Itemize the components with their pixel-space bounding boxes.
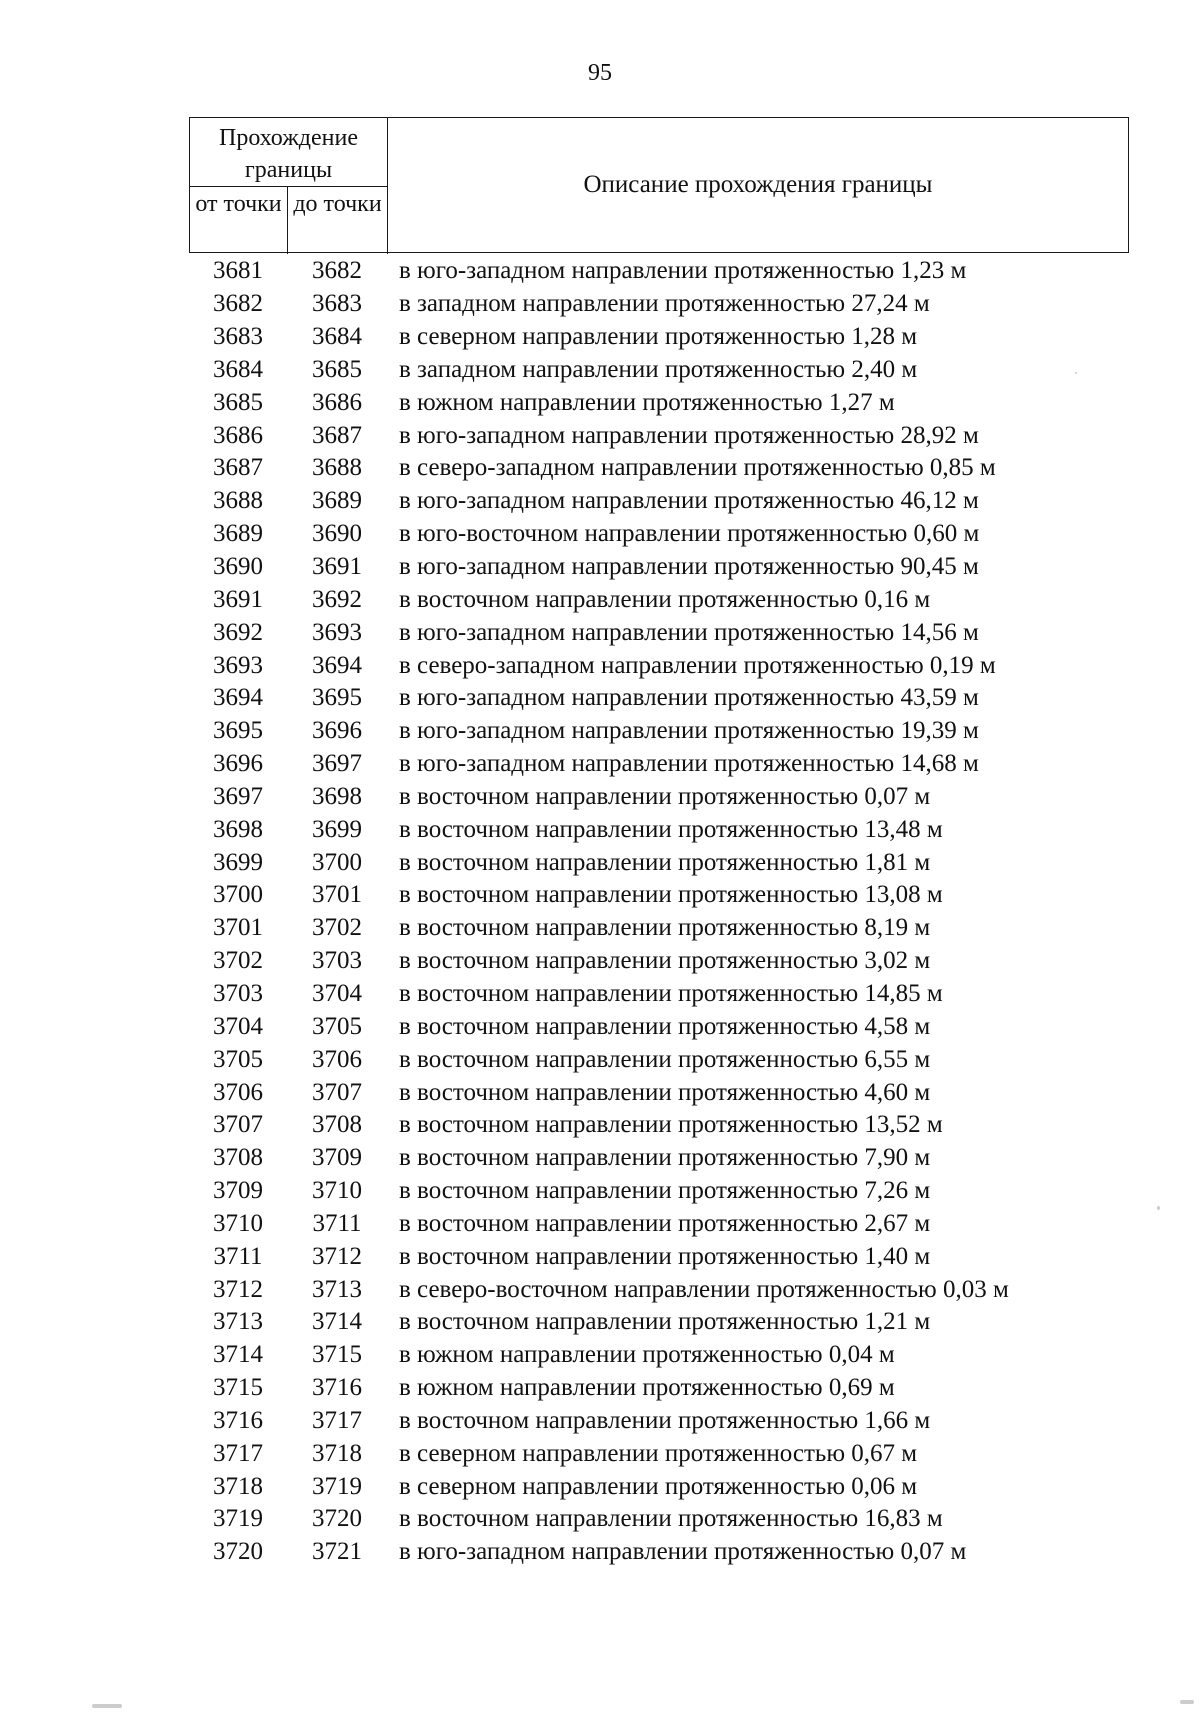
cell-description: в юго-восточном направлении протяженностью 0,60 м <box>399 520 980 548</box>
cell-description: в восточном направлении протяженностью 4,58 м <box>399 1012 931 1040</box>
cell-to-point: 3686 <box>312 388 362 416</box>
cell-description: в юго-западном направлении протяженностью 46,12 м <box>399 487 979 515</box>
table-row <box>189 748 1129 781</box>
table-row <box>189 1043 1129 1076</box>
cell-from-point: 3694 <box>213 684 263 712</box>
table-row <box>189 1306 1129 1339</box>
cell-to-point: 3719 <box>312 1472 362 1500</box>
scan-speck <box>1075 372 1077 374</box>
cell-from-point: 3687 <box>213 454 263 482</box>
cell-from-point: 3693 <box>213 651 263 679</box>
table-row <box>189 616 1129 649</box>
cell-from-point: 3695 <box>213 717 263 745</box>
table-row <box>189 1503 1129 1536</box>
table-row <box>189 813 1129 846</box>
cell-from-point: 3710 <box>213 1209 263 1237</box>
cell-from-point: 3682 <box>213 290 263 318</box>
table-row <box>189 715 1129 748</box>
cell-to-point: 3698 <box>312 782 362 810</box>
cell-to-point: 3720 <box>312 1505 362 1533</box>
cell-from-point: 3713 <box>213 1308 263 1336</box>
table-row <box>189 1470 1129 1503</box>
table-header <box>189 117 1129 253</box>
cell-description: в юго-западном направлении протяженностью 43,59 м <box>399 684 979 712</box>
cell-to-point: 3707 <box>312 1078 362 1106</box>
cell-from-point: 3691 <box>213 585 263 613</box>
cell-description: в восточном направлении протяженностью 7,90 м <box>399 1144 931 1172</box>
cell-to-point: 3695 <box>312 684 362 712</box>
cell-description: в восточном направлении протяженностью 0,16 м <box>399 585 931 613</box>
cell-to-point: 3683 <box>312 290 362 318</box>
cell-description: в восточном направлении протяженностью 2,67 м <box>399 1209 931 1237</box>
cell-to-point: 3706 <box>312 1045 362 1073</box>
cell-from-point: 3720 <box>213 1538 263 1566</box>
cell-to-point: 3684 <box>312 323 362 351</box>
cell-from-point: 3714 <box>213 1341 263 1369</box>
cell-description: в юго-западном направлении протяженностью 90,45 м <box>399 553 979 581</box>
cell-to-point: 3718 <box>312 1439 362 1467</box>
table-row <box>189 879 1129 912</box>
cell-description: в восточном направлении протяженностью 14,85 м <box>399 979 943 1007</box>
cell-to-point: 3700 <box>312 848 362 876</box>
cell-description: в восточном направлении протяженностью 1,66 м <box>399 1406 931 1434</box>
cell-description: в восточном направлении протяженностью 16,83 м <box>399 1505 943 1533</box>
header-to-point: до точки <box>288 187 388 254</box>
table-row <box>189 321 1129 354</box>
table-row <box>189 1142 1129 1175</box>
cell-from-point: 3700 <box>213 881 263 909</box>
cell-description: в восточном направлении протяженностью 0,07 м <box>399 782 931 810</box>
cell-description: в южном направлении протяженностью 0,69 м <box>399 1374 895 1402</box>
table-row <box>189 518 1129 551</box>
cell-from-point: 3718 <box>213 1472 263 1500</box>
table-row <box>189 255 1129 288</box>
cell-from-point: 3681 <box>213 257 263 285</box>
cell-description: в юго-западном направлении протяженностью 19,39 м <box>399 717 979 745</box>
cell-description: в юго-западном направлении протяженностью 14,56 м <box>399 618 979 646</box>
cell-description: в восточном направлении протяженностью 4,60 м <box>399 1078 931 1106</box>
cell-from-point: 3704 <box>213 1012 263 1040</box>
table-row <box>189 1207 1129 1240</box>
cell-to-point: 3696 <box>312 717 362 745</box>
cell-to-point: 3708 <box>312 1111 362 1139</box>
table-row <box>189 1010 1129 1043</box>
cell-to-point: 3715 <box>312 1341 362 1369</box>
table-row <box>189 386 1129 419</box>
cell-to-point: 3701 <box>312 881 362 909</box>
cell-from-point: 3697 <box>213 782 263 810</box>
table-row <box>189 1339 1129 1372</box>
cell-to-point: 3710 <box>312 1177 362 1205</box>
cell-description: в юго-западном направлении протяженностью 1,23 м <box>399 257 967 285</box>
cell-description: в юго-западном направлении протяженностью 28,92 м <box>399 421 979 449</box>
table-row <box>189 583 1129 616</box>
cell-to-point: 3711 <box>312 1209 362 1237</box>
cell-to-point: 3714 <box>312 1308 362 1336</box>
cell-to-point: 3685 <box>312 355 362 383</box>
cell-from-point: 3686 <box>213 421 263 449</box>
cell-description: в восточном направлении протяженностью 7,26 м <box>399 1177 931 1205</box>
scan-speck <box>1157 1206 1160 1210</box>
table-row <box>189 1437 1129 1470</box>
cell-from-point: 3716 <box>213 1406 263 1434</box>
table-row <box>189 354 1129 387</box>
header-boundary-passage: Прохождение границы <box>190 118 388 187</box>
cell-description: в юго-западном направлении протяженностью 14,68 м <box>399 750 979 778</box>
cell-description: в юго-западном направлении протяженностью 0,07 м <box>399 1538 967 1566</box>
cell-to-point: 3693 <box>312 618 362 646</box>
cell-from-point: 3703 <box>213 979 263 1007</box>
cell-to-point: 3689 <box>312 487 362 515</box>
cell-from-point: 3707 <box>213 1111 263 1139</box>
cell-description: в восточном направлении протяженностью 3,02 м <box>399 947 931 975</box>
boundary-table-body <box>189 255 1129 1569</box>
cell-description: в северном направлении протяженностью 0,67 м <box>399 1439 918 1467</box>
table-row <box>189 1405 1129 1438</box>
cell-description: в северном направлении протяженностью 1,28 м <box>399 323 918 351</box>
cell-from-point: 3708 <box>213 1144 263 1172</box>
header-description: Описание прохождения границы <box>583 171 933 198</box>
cell-from-point: 3689 <box>213 520 263 548</box>
table-row <box>189 419 1129 452</box>
cell-from-point: 3706 <box>213 1078 263 1106</box>
table-row <box>189 1240 1129 1273</box>
cell-description: в восточном направлении протяженностью 13,48 м <box>399 815 943 843</box>
table-row <box>189 452 1129 485</box>
table-row <box>189 846 1129 879</box>
table-row <box>189 288 1129 321</box>
table-row <box>189 912 1129 945</box>
cell-to-point: 3705 <box>312 1012 362 1040</box>
table-row <box>189 781 1129 814</box>
cell-description: в северо-западном направлении протяженностью 0,85 м <box>399 454 996 482</box>
table-row <box>189 1536 1129 1569</box>
cell-from-point: 3702 <box>213 947 263 975</box>
cell-from-point: 3696 <box>213 750 263 778</box>
cell-from-point: 3715 <box>213 1374 263 1402</box>
cell-description: в восточном направлении протяженностью 13,08 м <box>399 881 943 909</box>
cell-to-point: 3721 <box>312 1538 362 1566</box>
table-row <box>189 1109 1129 1142</box>
cell-description: в восточном направлении протяженностью 1,21 м <box>399 1308 931 1336</box>
cell-to-point: 3690 <box>312 520 362 548</box>
cell-from-point: 3692 <box>213 618 263 646</box>
cell-to-point: 3691 <box>312 553 362 581</box>
cell-to-point: 3697 <box>312 750 362 778</box>
table-row <box>189 682 1129 715</box>
cell-description: в восточном направлении протяженностью 1,81 м <box>399 848 931 876</box>
cell-from-point: 3685 <box>213 388 263 416</box>
cell-to-point: 3688 <box>312 454 362 482</box>
cell-to-point: 3703 <box>312 947 362 975</box>
cell-from-point: 3711 <box>213 1242 263 1270</box>
cell-from-point: 3705 <box>213 1045 263 1073</box>
cell-to-point: 3712 <box>312 1242 362 1270</box>
cell-to-point: 3682 <box>312 257 362 285</box>
cell-to-point: 3717 <box>312 1406 362 1434</box>
cell-description: в северо-восточном направлении протяженностью 0,03 м <box>399 1275 1009 1303</box>
cell-to-point: 3699 <box>312 815 362 843</box>
cell-to-point: 3702 <box>312 914 362 942</box>
cell-description: в западном направлении протяженностью 2,40 м <box>399 355 918 383</box>
cell-description: в северо-западном направлении протяженностью 0,19 м <box>399 651 996 679</box>
cell-to-point: 3692 <box>312 585 362 613</box>
cell-to-point: 3709 <box>312 1144 362 1172</box>
scan-speck <box>92 1704 122 1708</box>
cell-from-point: 3717 <box>213 1439 263 1467</box>
cell-to-point: 3704 <box>312 979 362 1007</box>
cell-from-point: 3701 <box>213 914 263 942</box>
table-row <box>189 978 1129 1011</box>
cell-from-point: 3684 <box>213 355 263 383</box>
cell-from-point: 3712 <box>213 1275 263 1303</box>
cell-from-point: 3698 <box>213 815 263 843</box>
cell-description: в южном направлении протяженностью 0,04 м <box>399 1341 895 1369</box>
table-row <box>189 551 1129 584</box>
cell-description: в восточном направлении протяженностью 1,40 м <box>399 1242 931 1270</box>
cell-description: в восточном направлении протяженностью 8,19 м <box>399 914 931 942</box>
cell-from-point: 3709 <box>213 1177 263 1205</box>
cell-description: в восточном направлении протяженностью 6,55 м <box>399 1045 931 1073</box>
table-row <box>189 1076 1129 1109</box>
table-row <box>189 649 1129 682</box>
page-number: 95 <box>588 60 612 86</box>
cell-to-point: 3687 <box>312 421 362 449</box>
cell-description: в восточном направлении протяженностью 13,52 м <box>399 1111 943 1139</box>
cell-to-point: 3716 <box>312 1374 362 1402</box>
table-row <box>189 485 1129 518</box>
cell-to-point: 3694 <box>312 651 362 679</box>
table-row <box>189 1175 1129 1208</box>
cell-from-point: 3688 <box>213 487 263 515</box>
table-row <box>189 945 1129 978</box>
cell-from-point: 3683 <box>213 323 263 351</box>
table-row <box>189 1372 1129 1405</box>
cell-description: в западном направлении протяженностью 27,24 м <box>399 290 930 318</box>
header-from-point: от точки <box>190 187 288 254</box>
cell-to-point: 3713 <box>312 1275 362 1303</box>
scan-speck <box>1180 1700 1194 1704</box>
cell-from-point: 3690 <box>213 553 263 581</box>
cell-from-point: 3719 <box>213 1505 263 1533</box>
table-row <box>189 1273 1129 1306</box>
cell-description: в северном направлении протяженностью 0,06 м <box>399 1472 918 1500</box>
cell-description: в южном направлении протяженностью 1,27 м <box>399 388 895 416</box>
cell-from-point: 3699 <box>213 848 263 876</box>
